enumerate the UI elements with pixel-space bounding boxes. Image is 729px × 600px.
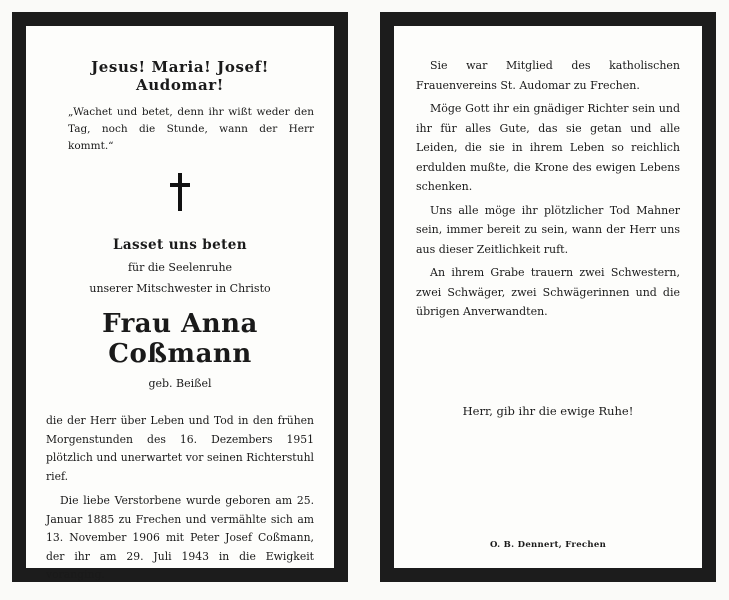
memorial-card-right bbox=[380, 12, 716, 582]
membership-paragraph: Sie war Mitglied des katholischen Frauenvereins St. Audomar zu Frechen. bbox=[416, 59, 680, 92]
death-paragraph: die der Herr über Leben und Tod in den frühen Morgenstunden des 16. Dezembers 1951 plötzlich und unerwartet vor seinen Richterstuhl rief. bbox=[46, 414, 314, 483]
memorial-card-left bbox=[12, 12, 348, 582]
printer-imprint: O. B. Dennert, Frechen bbox=[489, 540, 607, 550]
cross-icon-wrap bbox=[46, 173, 314, 211]
scripture-quote: „Wachet und betet, denn ihr wißt weder den Tag, noch die Stunde, wann der Herr kommt.“ bbox=[68, 106, 314, 152]
blessing-paragraph: Möge Gott ihr ein gnädiger Richter sein und ihr für alles Gute, das sie getan und alle Leiden, die sie in ihrem Leben so reichlich erdulden mußte, die Krone des ewigen Lebens schenken. bbox=[416, 102, 680, 193]
closing-prayer: Herr, gib ihr die ewige Ruhe! bbox=[462, 404, 634, 418]
right-card-content bbox=[394, 26, 702, 568]
invocation-heading: Jesus! Maria! Josef! Audomar! bbox=[91, 58, 269, 94]
latin-cross-icon bbox=[170, 173, 190, 211]
prayer-line-3: unserer Mitschwester in Christo bbox=[89, 282, 271, 295]
prayer-line-2: für die Seelenruhe bbox=[127, 261, 233, 274]
mourners-paragraph: An ihrem Grabe trauern zwei Schwestern, zwei Schwäger, zwei Schwägerinnen und die übrigen Anverwandten. bbox=[416, 266, 680, 318]
deceased-name: Frau Anna Coßmann bbox=[102, 309, 258, 369]
left-card-content bbox=[26, 26, 334, 581]
biography-paragraph: Die liebe Verstorbene wurde geboren am 25. Januar 1885 zu Frechen und vermählte sich am 13. November 1906 mit Peter Josef Coßmann, der ihr am 29. Juli 1943 in die Ewigkeit voranging. bbox=[46, 494, 314, 581]
prayer-line-1: Lasset uns beten bbox=[113, 237, 247, 253]
exhortation-paragraph: Uns alle möge ihr plötzlicher Tod Mahner sein, immer bereit zu sein, wann der Herr uns aus dieser Zeitlichkeit ruft. bbox=[416, 203, 680, 256]
maiden-name: geb. Beißel bbox=[148, 377, 212, 390]
